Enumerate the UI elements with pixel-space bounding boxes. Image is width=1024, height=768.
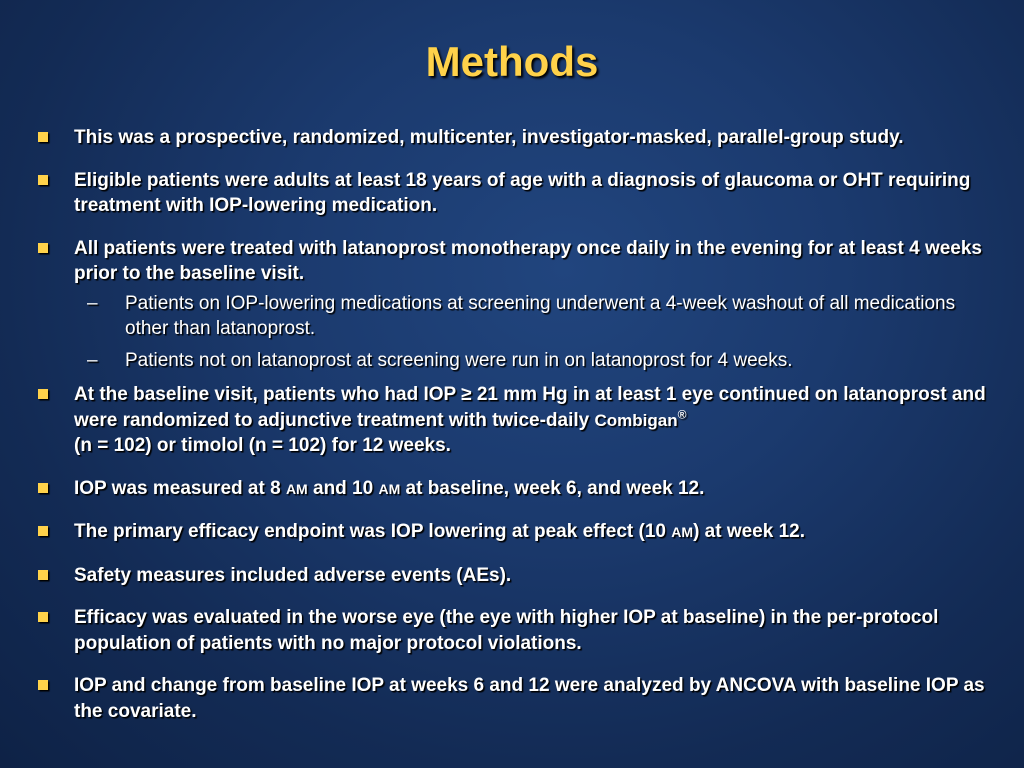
bullet-text: ) at week 12. <box>693 521 806 542</box>
sub-bullet-text: Patients on IOP-lowering medications at screening underwent a 4-week washout of all medications other than latanoprost. <box>125 292 956 339</box>
sub-bullet-item-washout <box>74 291 996 342</box>
bullet-item-analysis <box>36 673 996 724</box>
bullet-text: at baseline, week 6, and week 12. <box>400 477 705 499</box>
bullet-item-study-design <box>36 125 996 151</box>
bullet-item-primary-endpoint <box>36 519 996 546</box>
sub-bullet-text: Patients not on latanoprost at screening were run in on latanoprost for 4 weeks. <box>125 349 793 371</box>
bullet-text: Eligible patients were adults at least 18 years of age with a diagnosis of glaucoma or OHT requiring treatment with IOP-lowering medication. <box>74 169 971 216</box>
bullet-text: This was a prospective, randomized, multicenter, investigator-masked, parallel-group study. <box>74 127 904 148</box>
bullet-list <box>36 125 996 741</box>
bullet-item-measurement-times <box>36 476 996 503</box>
square-bullet-icon <box>38 132 48 142</box>
registered-mark: ® <box>677 407 687 422</box>
square-bullet-icon <box>38 612 48 622</box>
sub-bullet-list <box>74 291 996 374</box>
bullet-item-randomization <box>36 382 996 459</box>
dash-bullet-icon: – <box>87 292 98 314</box>
bullet-text: Efficacy was evaluated in the worse eye (the eye with higher IOP at baseline) in the per-protocol population of patients with no major protocol violations. <box>74 607 939 654</box>
square-bullet-icon <box>38 389 48 399</box>
square-bullet-icon <box>38 680 48 690</box>
square-bullet-icon <box>38 570 48 580</box>
square-bullet-icon <box>38 483 48 493</box>
bullet-text: IOP and change from baseline IOP at weeks 6 and 12 were analyzed by ANCOVA with baseline IOP as the covariate. <box>74 675 985 722</box>
square-bullet-icon <box>38 175 48 185</box>
bullet-text: The primary efficacy endpoint was IOP lowering at peak effect (10 <box>74 521 672 542</box>
square-bullet-icon <box>38 243 48 253</box>
brand-name: Combigan <box>594 410 678 430</box>
slide-title: Methods <box>425 38 599 85</box>
bullet-item-eligibility <box>36 168 996 219</box>
am-label: AM <box>285 480 308 497</box>
bullet-text: All patients were treated with latanoprost monotherapy once daily in the evening for at least 4 weeks prior to the baseline visit. <box>74 237 983 284</box>
bullet-text: and 10 <box>307 477 379 499</box>
dash-bullet-icon: – <box>87 349 98 371</box>
bullet-text: At the baseline visit, patients who had IOP ≥ 21 mm Hg in at least 1 eye continued on latanoprost and were randomized to adjunctive treatment with twice-daily <box>74 384 986 431</box>
bullet-item-efficacy-eye <box>36 605 996 656</box>
bullet-text-continued: (n = 102) or timolol (n = 102) for 12 weeks. <box>74 435 451 456</box>
sub-bullet-item-run-in <box>74 348 996 374</box>
square-bullet-icon <box>38 526 48 536</box>
am-label: AM <box>671 524 694 540</box>
am-label: AM <box>378 480 401 497</box>
bullet-item-latanoprost <box>36 236 996 374</box>
bullet-text: IOP was measured at 8 <box>74 477 286 499</box>
bullet-item-safety <box>36 563 996 589</box>
bullet-text: Safety measures included adverse events (AEs). <box>74 564 512 586</box>
